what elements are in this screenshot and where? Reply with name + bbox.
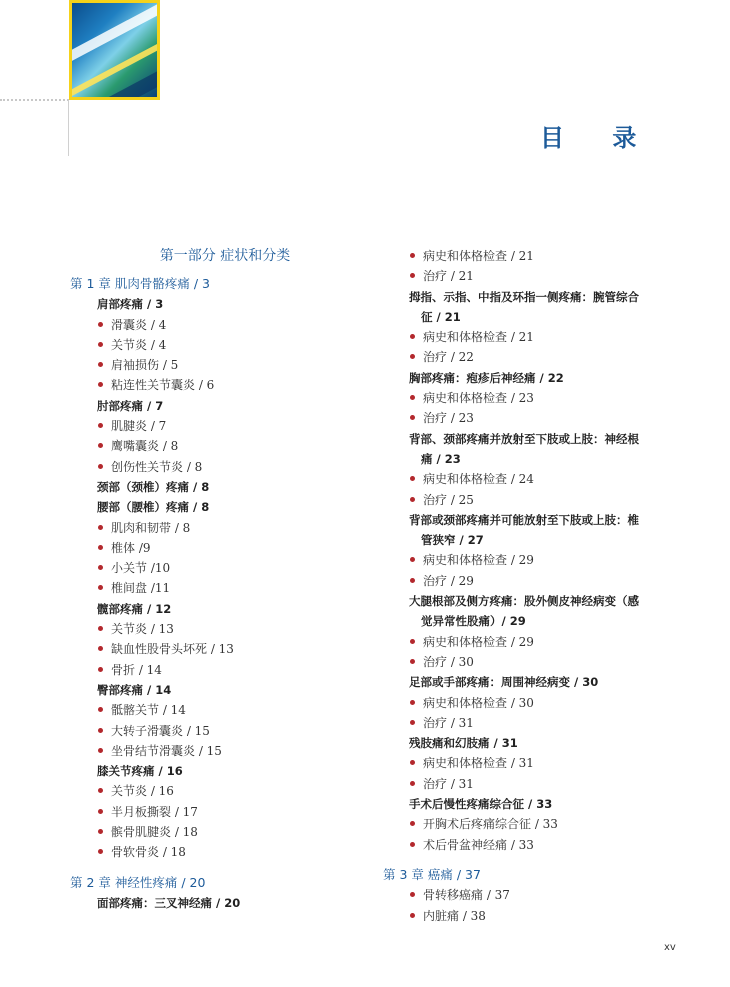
list-item[interactable]: 髌骨肌腱炎 / 18 xyxy=(70,822,370,842)
list-item[interactable]: 关节炎 / 16 xyxy=(70,781,370,801)
list-item[interactable]: 半月板撕裂 / 17 xyxy=(70,802,370,822)
list-item[interactable]: 小关节 /10 xyxy=(70,558,370,578)
dotted-divider xyxy=(0,99,69,101)
list-item[interactable]: 治疗 / 21 xyxy=(383,266,703,286)
list-item[interactable]: 治疗 / 23 xyxy=(383,408,703,428)
section-spinal-stenosis[interactable]: 背部或颈部疼痛并可能放射至下肢或上肢：椎 xyxy=(409,512,639,527)
list-item[interactable]: 椎体 /9 xyxy=(70,538,370,558)
bullet-icon xyxy=(98,809,103,814)
list-item[interactable]: 治疗 / 31 xyxy=(383,774,703,794)
book-cover-logo xyxy=(69,0,160,100)
bullet-icon xyxy=(410,354,415,359)
section-knee-pain[interactable]: 膝关节疼痛 / 16 xyxy=(97,764,183,779)
chapter-3-heading[interactable]: 第 3 章 癌痛 / 37 xyxy=(383,866,481,882)
bullet-icon xyxy=(410,842,415,847)
bullet-icon xyxy=(410,760,415,765)
list-item[interactable]: 椎间盘 /11 xyxy=(70,578,370,598)
bullet-icon xyxy=(410,821,415,826)
bullet-icon xyxy=(410,557,415,562)
section-meralgia[interactable]: 大腿根部及侧方疼痛：股外侧皮神经病变（感 xyxy=(409,594,639,609)
bullet-icon xyxy=(98,667,103,672)
section-carpal-tunnel-cont[interactable]: 征 / 21 xyxy=(421,309,461,324)
bullet-icon xyxy=(410,659,415,664)
section-chest-pain[interactable]: 胸部疼痛：疱疹后神经痛 / 22 xyxy=(409,370,564,385)
section-elbow-pain[interactable]: 肘部疼痛 / 7 xyxy=(97,398,164,413)
list-item[interactable]: 肩袖损伤 / 5 xyxy=(70,355,370,375)
list-item[interactable]: 病史和体格检查 / 29 xyxy=(383,632,703,652)
bullet-icon xyxy=(410,913,415,918)
bullet-icon xyxy=(410,253,415,258)
toc-left-column xyxy=(70,246,370,913)
list-item[interactable]: 术后骨盆神经痛 / 33 xyxy=(383,835,703,855)
list-item[interactable]: 粘连性关节囊炎 / 6 xyxy=(70,375,370,395)
list-item[interactable]: 病史和体格检查 / 23 xyxy=(383,388,703,408)
bullet-icon xyxy=(410,497,415,502)
section-peripheral-neuropathy[interactable]: 足部或手部疼痛：周围神经病变 / 30 xyxy=(409,675,599,690)
section-shoulder-pain[interactable]: 肩部疼痛 / 3 xyxy=(97,297,164,312)
section-radicular-pain-cont[interactable]: 痛 / 23 xyxy=(421,451,461,466)
bullet-icon xyxy=(98,423,103,428)
list-item[interactable]: 创伤性关节炎 / 8 xyxy=(70,457,370,477)
bullet-icon xyxy=(410,395,415,400)
bullet-icon xyxy=(98,565,103,570)
bullet-icon xyxy=(410,700,415,705)
bullet-icon xyxy=(410,578,415,583)
list-item[interactable]: 关节炎 / 4 xyxy=(70,335,370,355)
list-item[interactable]: 肌腱炎 / 7 xyxy=(70,416,370,436)
section-neck-pain[interactable]: 颈部（颈椎）疼痛 / 8 xyxy=(97,479,210,494)
bullet-icon xyxy=(98,443,103,448)
toc-right-column xyxy=(383,246,703,926)
bullet-icon xyxy=(98,464,103,469)
list-item[interactable]: 病史和体格检查 / 21 xyxy=(383,327,703,347)
bullet-icon xyxy=(410,720,415,725)
bullet-icon xyxy=(98,545,103,550)
bullet-icon xyxy=(410,415,415,420)
bullet-icon xyxy=(98,707,103,712)
bullet-icon xyxy=(98,362,103,367)
list-item[interactable]: 内脏痛 / 38 xyxy=(383,906,703,926)
bullet-icon xyxy=(98,748,103,753)
section-facial-pain[interactable]: 面部疼痛：三叉神经痛 / 20 xyxy=(97,895,241,910)
chapter-1-heading[interactable]: 第 1 章 肌肉骨骼疼痛 / 3 xyxy=(70,276,210,291)
list-item[interactable]: 病史和体格检查 / 24 xyxy=(383,469,703,489)
list-item[interactable]: 病史和体格检查 / 29 xyxy=(383,550,703,570)
section-phantom-limb[interactable]: 残肢痛和幻肢痛 / 31 xyxy=(409,736,518,751)
list-item[interactable]: 骨折 / 14 xyxy=(70,660,370,680)
bullet-icon xyxy=(410,781,415,786)
bullet-icon xyxy=(98,849,103,854)
bullet-icon xyxy=(98,728,103,733)
list-item[interactable]: 治疗 / 29 xyxy=(383,571,703,591)
bullet-icon xyxy=(98,525,103,530)
bullet-icon xyxy=(410,476,415,481)
list-item[interactable]: 治疗 / 25 xyxy=(383,490,703,510)
bullet-icon xyxy=(410,334,415,339)
chapter-2-heading[interactable]: 第 2 章 神经性疼痛 / 20 xyxy=(70,874,206,890)
list-item[interactable]: 病史和体格检查 / 31 xyxy=(383,753,703,773)
list-item[interactable]: 病史和体格检查 / 21 xyxy=(383,246,703,266)
list-item[interactable]: 关节炎 / 13 xyxy=(70,619,370,639)
part-title: 第一部分 症状和分类 xyxy=(159,248,291,264)
section-carpal-tunnel[interactable]: 拇指、示指、中指及环指一侧疼痛：腕管综合 xyxy=(409,289,639,304)
section-radicular-pain[interactable]: 背部、颈部疼痛并放射至下肢或上肢：神经根 xyxy=(409,431,639,446)
bullet-icon xyxy=(98,646,103,651)
bullet-icon xyxy=(98,322,103,327)
list-item[interactable]: 缺血性股骨头坏死 / 13 xyxy=(70,639,370,659)
section-hip-pain[interactable]: 髋部疼痛 / 12 xyxy=(97,601,172,616)
bullet-icon xyxy=(98,585,103,590)
bullet-icon xyxy=(410,892,415,897)
section-meralgia-cont[interactable]: 觉异常性股痛）/ 29 xyxy=(421,614,526,629)
list-item[interactable]: 骶髂关节 / 14 xyxy=(70,700,370,720)
bullet-icon xyxy=(98,788,103,793)
vertical-divider xyxy=(68,100,69,156)
bullet-icon xyxy=(98,829,103,834)
list-item[interactable]: 开胸术后疼痛综合征 / 33 xyxy=(383,814,703,834)
list-item[interactable]: 鹰嘴囊炎 / 8 xyxy=(70,436,370,456)
section-spinal-stenosis-cont[interactable]: 管狭窄 / 27 xyxy=(421,533,484,548)
section-lumbar-pain[interactable]: 腰部（腰椎）疼痛 / 8 xyxy=(97,500,210,515)
list-item[interactable]: 滑囊炎 / 4 xyxy=(70,315,370,335)
section-buttock-pain[interactable]: 臀部疼痛 / 14 xyxy=(97,682,172,697)
list-item[interactable]: 骨转移癌痛 / 37 xyxy=(383,885,703,905)
list-item[interactable]: 骨软骨炎 / 18 xyxy=(70,842,370,862)
page-title: 目 录 xyxy=(540,124,657,152)
list-item[interactable]: 治疗 / 31 xyxy=(383,713,703,733)
bullet-icon xyxy=(98,342,103,347)
list-item[interactable]: 治疗 / 30 xyxy=(383,652,703,672)
bullet-icon xyxy=(98,382,103,387)
list-item[interactable]: 肌肉和韧带 / 8 xyxy=(70,518,370,538)
list-item[interactable]: 大转子滑囊炎 / 15 xyxy=(70,721,370,741)
list-item[interactable]: 病史和体格检查 / 30 xyxy=(383,693,703,713)
section-post-surgical-pain[interactable]: 手术后慢性疼痛综合征 / 33 xyxy=(409,797,553,812)
bullet-icon xyxy=(410,273,415,278)
bullet-icon xyxy=(410,639,415,644)
list-item[interactable]: 坐骨结节滑囊炎 / 15 xyxy=(70,741,370,761)
bullet-icon xyxy=(98,626,103,631)
list-item[interactable]: 治疗 / 22 xyxy=(383,347,703,367)
page-number: xv xyxy=(664,942,676,953)
